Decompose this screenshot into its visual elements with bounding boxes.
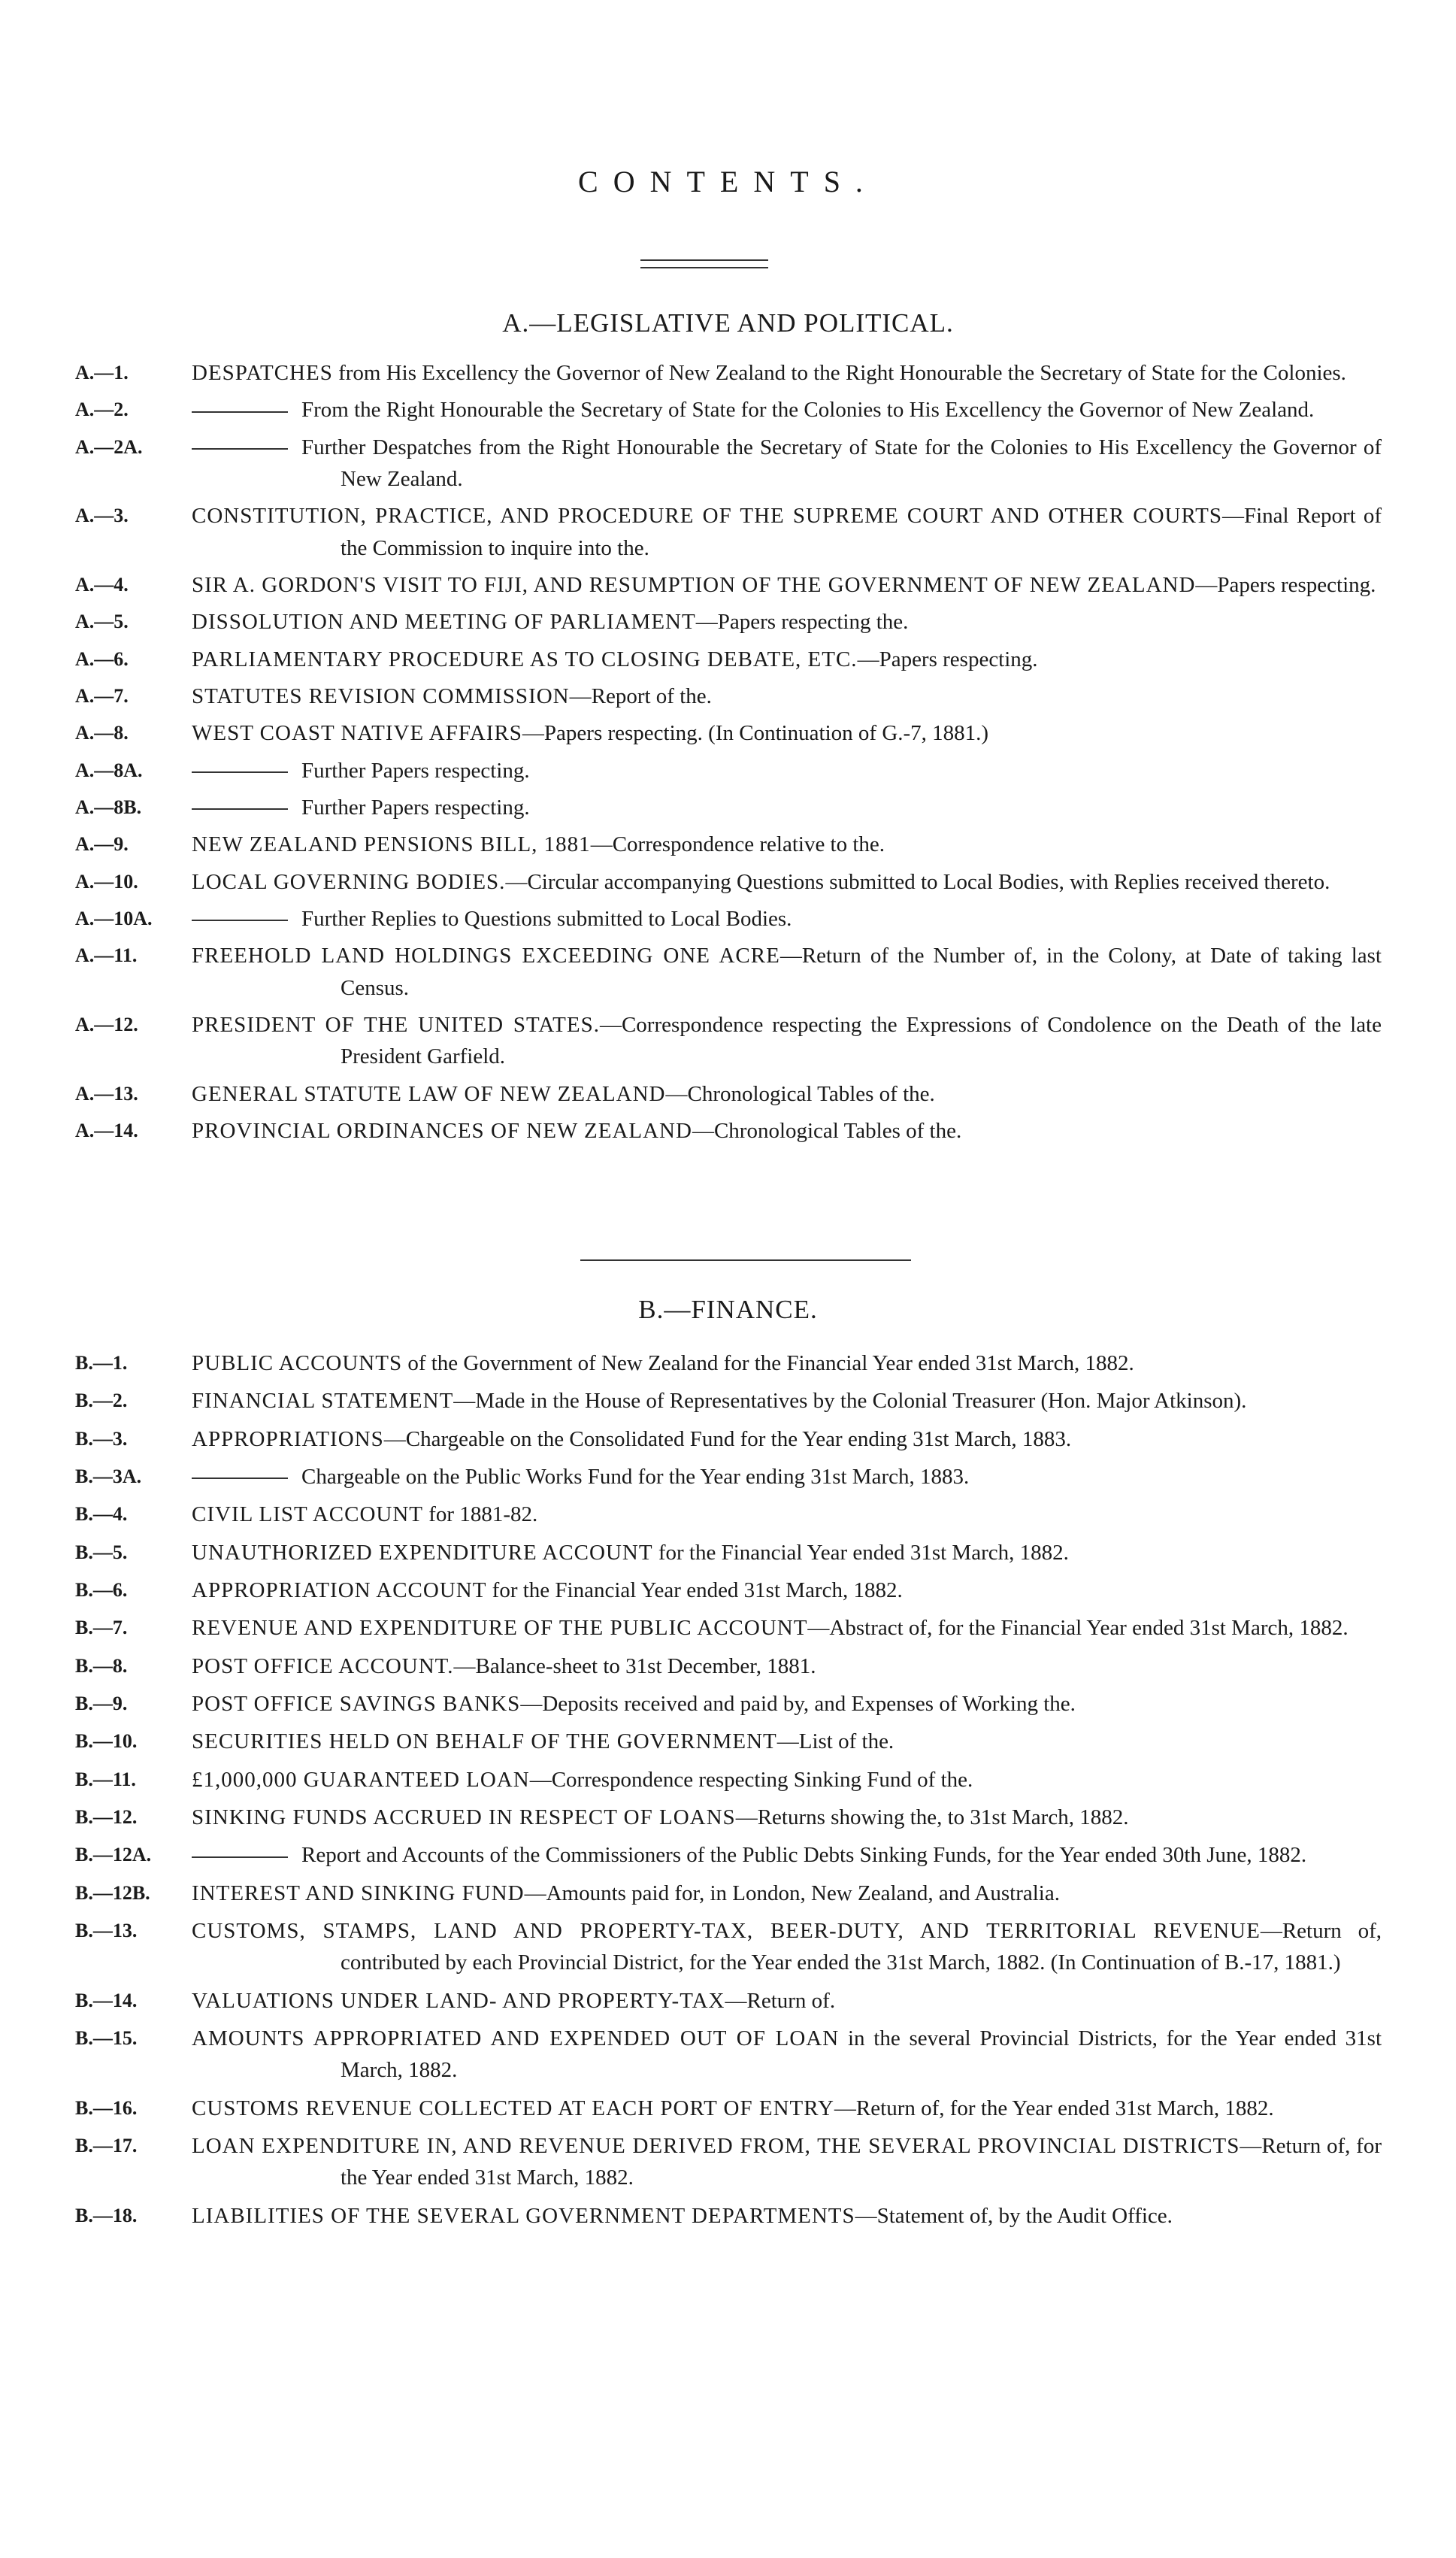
contents-entry	[0, 1985, 1456, 2017]
entry-description: —List of the.	[776, 1729, 894, 1754]
entry-code: B.—11.	[75, 1768, 136, 1790]
entry-subject: CONSTITUTION, PRACTICE, AND PROCEDURE OF THE SUPREME COURT AND OTHER COURTS	[192, 504, 1222, 529]
contents-entry	[0, 394, 1456, 426]
ditto-dash	[192, 1856, 288, 1858]
entry-code: B.—12.	[75, 1805, 138, 1828]
entry-description: Further Replies to Questions submitted to Local Bodies.	[301, 906, 792, 931]
entry-code: B.—3.	[75, 1427, 128, 1450]
entry-description: —Final Report of the Commission to inquire into the.	[341, 504, 1382, 560]
contents-entry	[0, 2200, 1456, 2232]
contents-entry	[0, 1878, 1456, 1909]
entry-subject: GENERAL STATUTE LAW OF NEW ZEALAND	[192, 1081, 666, 1106]
entry-text	[301, 432, 1382, 496]
entry-code: A.—4.	[75, 573, 129, 596]
entry-text	[192, 2130, 1382, 2194]
contents-entry	[0, 1650, 1456, 1682]
contents-entry	[0, 432, 1456, 496]
entry-subject: SIR A. GORDON'S VISIT TO FIJI, AND RESUMPTION OF THE GOVERNMENT OF NEW ZEALAND	[192, 572, 1196, 597]
entry-subject: PROVINCIAL ORDINANCES OF NEW ZEALAND	[192, 1118, 692, 1143]
contents-entry	[0, 2093, 1456, 2124]
entry-subject: POST OFFICE SAVINGS BANKS	[192, 1691, 521, 1716]
entry-description: Report and Accounts of the Commissioners of the Public Debts Sinking Funds, for the Year ended 30th June, 1882.	[301, 1843, 1307, 1868]
entry-text	[192, 1499, 1382, 1530]
entry-subject: PUBLIC ACCOUNTS	[192, 1351, 403, 1375]
contents-entry	[0, 903, 1456, 935]
ditto-dash	[192, 1478, 288, 1479]
entry-subject: POST OFFICE ACCOUNT.	[192, 1653, 454, 1678]
entry-code: A.—11.	[75, 944, 138, 967]
entry-subject: AMOUNTS APPROPRIATED AND EXPENDED OUT OF LOAN	[192, 2026, 840, 2050]
entry-text	[301, 792, 1382, 823]
entry-text	[192, 717, 1382, 749]
entry-code: B.—16.	[75, 2096, 138, 2119]
entry-code: B.—12B.	[75, 1881, 150, 1904]
contents-entry	[0, 2130, 1456, 2194]
contents-entry	[0, 1537, 1456, 1568]
entry-code: A.—8B.	[75, 796, 142, 818]
contents-entry	[0, 1423, 1456, 1455]
contents-entry	[0, 680, 1456, 712]
entry-description: from His Excellency the Governor of New Zealand to the Right Honourable the Secretary of State for the Colonies.	[332, 361, 1346, 385]
entry-subject: £1,000,000 GUARANTEED LOAN	[192, 1767, 530, 1792]
entry-text	[192, 500, 1382, 564]
entry-description: —Chronological Tables of the.	[665, 1081, 935, 1106]
entry-subject: REVENUE AND EXPENDITURE OF THE PUBLIC ACCOUNT	[192, 1616, 808, 1641]
entry-text	[192, 866, 1382, 898]
entry-description: —Abstract of, for the Financial Year ended 31st March, 1882.	[807, 1616, 1349, 1641]
section-b-entries	[0, 1347, 1456, 2238]
entry-code: B.—1.	[75, 1352, 128, 1374]
contents-entry	[0, 1802, 1456, 1833]
entry-description: —Return of, contributed by each Provincial District, for the Year ended the 31st March, 1882. (In Continuation of B.-17, 1881.)	[341, 1918, 1382, 1975]
contents-entry	[0, 1115, 1456, 1147]
entry-code: B.—13.	[75, 1919, 138, 1941]
entry-text	[301, 755, 1382, 786]
entry-text	[301, 1461, 1382, 1493]
entry-code: A.—10A.	[75, 907, 153, 929]
contents-entry	[0, 940, 1456, 1004]
entry-description: for 1881-82.	[423, 1502, 538, 1527]
entry-code: B.—7.	[75, 1617, 128, 1639]
entry-description: —Returns showing the, to 31st March, 1882.	[735, 1805, 1129, 1829]
entry-subject: PRESIDENT OF THE UNITED STATES.	[192, 1012, 600, 1037]
entry-text	[192, 606, 1382, 638]
entry-subject: LOCAL GOVERNING BODIES.	[192, 869, 506, 894]
contents-entry	[0, 1347, 1456, 1379]
contents-entry	[0, 1839, 1456, 1871]
entry-description: —Papers respecting.	[1195, 572, 1376, 597]
entry-description: —Papers respecting. (In Continuation of G.-7, 1881.)	[522, 721, 989, 746]
entry-subject: CUSTOMS REVENUE COLLECTED AT EACH PORT OF ENTRY	[192, 2096, 834, 2120]
entry-description: —Chargeable on the Consolidated Fund for the Year ending 31st March, 1883.	[383, 1426, 1072, 1451]
entry-description: —Report of the.	[569, 683, 712, 708]
ditto-dash	[192, 448, 288, 450]
contents-entry	[0, 606, 1456, 638]
entry-description: for the Financial Year ended 31st March, 1882.	[486, 1578, 903, 1602]
entry-code: A.—3.	[75, 505, 129, 527]
contents-entry	[0, 569, 1456, 601]
contents-entry	[0, 1385, 1456, 1417]
entry-description: —Balance-sheet to 31st December, 1881.	[453, 1653, 816, 1678]
entry-code: A.—6.	[75, 647, 129, 670]
entry-description: —Return of the Number of, in the Colony, at Date of taking last Census.	[341, 944, 1382, 1000]
entry-subject: NEW ZEALAND PENSIONS BILL, 1881	[192, 832, 591, 857]
entry-subject: INTEREST AND SINKING FUND	[192, 1881, 525, 1905]
entry-text	[192, 1009, 1382, 1073]
contents-entry	[0, 1575, 1456, 1606]
entry-text	[192, 2200, 1382, 2232]
entry-subject: WEST COAST NATIVE AFFAIRS	[192, 721, 522, 746]
entry-subject: DISSOLUTION AND MEETING OF PARLIAMENT	[192, 610, 696, 635]
entry-description: —Return of, for the Year ended 31st March, 1882.	[341, 2133, 1382, 2190]
entry-code: A.—1.	[75, 362, 129, 383]
entry-code: B.—12A.	[75, 1844, 152, 1866]
entry-description: —Papers respecting.	[857, 647, 1038, 671]
entry-text	[301, 903, 1382, 935]
entry-text	[192, 2093, 1382, 2124]
entry-text	[192, 2023, 1382, 2087]
entry-code: B.—15.	[75, 2026, 138, 2049]
entry-text	[192, 940, 1382, 1004]
entry-subject: PARLIAMENTARY PROCEDURE AS TO CLOSING DEBATE, ETC.	[192, 647, 858, 671]
entry-text	[192, 1650, 1382, 1682]
entry-code: B.—2.	[75, 1390, 128, 1412]
entry-description: —Amounts paid for, in London, New Zealand, and Australia.	[524, 1881, 1060, 1905]
entry-code: B.—17.	[75, 2134, 138, 2156]
contents-entry	[0, 829, 1456, 860]
entry-subject: LOAN EXPENDITURE IN, AND REVENUE DERIVED FROM, THE SEVERAL PROVINCIAL DISTRICTS	[192, 2133, 1240, 2158]
section-heading-a: A.—LEGISLATIVE AND POLITICAL.	[502, 308, 954, 338]
contents-entry	[0, 1915, 1456, 1979]
title-double-rule	[640, 259, 768, 268]
entry-subject: APPROPRIATIONS	[192, 1426, 384, 1451]
contents-entry	[0, 1078, 1456, 1110]
entry-text	[192, 569, 1382, 601]
entry-text	[192, 1688, 1382, 1720]
contents-entry	[0, 1461, 1456, 1493]
entry-code: B.—9.	[75, 1692, 128, 1714]
ditto-dash	[192, 920, 288, 921]
ditto-dash	[192, 411, 288, 413]
entry-subject: CIVIL LIST ACCOUNT	[192, 1502, 423, 1527]
entry-code: B.—18.	[75, 2204, 138, 2226]
entry-subject: DESPATCHES	[192, 361, 333, 385]
entry-subject: SECURITIES HELD ON BEHALF OF THE GOVERNMENT	[192, 1729, 777, 1754]
contents-entry	[0, 1764, 1456, 1796]
entry-description: From the Right Honourable the Secretary of State for the Colonies to His Excellency the Governor of New Zealand.	[301, 398, 1315, 423]
entry-text	[192, 1802, 1382, 1833]
entry-description: for the Financial Year ended 31st March, 1882.	[652, 1540, 1069, 1565]
entry-subject: VALUATIONS UNDER LAND- AND PROPERTY-TAX	[192, 1988, 725, 2013]
entry-subject: SINKING FUNDS ACCRUED IN RESPECT OF LOANS	[192, 1805, 736, 1829]
entry-description: —Circular accompanying Questions submitted to Local Bodies, with Replies received thereto.	[505, 869, 1330, 894]
entry-code: A.—8A.	[75, 759, 143, 781]
entry-text	[192, 1385, 1382, 1417]
entry-text	[192, 1537, 1382, 1568]
entry-text	[301, 394, 1382, 426]
entry-code: A.—12.	[75, 1013, 138, 1035]
entry-description: —Papers respecting the.	[695, 610, 909, 635]
section-divider-rule	[580, 1259, 911, 1261]
contents-entry	[0, 1499, 1456, 1530]
contents-entry	[0, 755, 1456, 786]
entry-text	[192, 1726, 1382, 1757]
entry-code: B.—8.	[75, 1654, 128, 1677]
entry-text	[192, 1764, 1382, 1796]
entry-subject: STATUTES REVISION COMMISSION	[192, 683, 570, 708]
entry-subject: FINANCIAL STATEMENT	[192, 1389, 454, 1414]
ditto-dash	[192, 808, 288, 810]
entry-code: B.—6.	[75, 1578, 128, 1601]
entry-description: —Statement of, by the Audit Office.	[855, 2203, 1173, 2228]
entry-code: B.—4.	[75, 1503, 128, 1526]
entry-description: —Deposits received and paid by, and Expenses of Working the.	[520, 1691, 1076, 1716]
entry-text	[192, 1612, 1382, 1644]
entry-subject: APPROPRIATION ACCOUNT	[192, 1578, 487, 1602]
entry-description: —Correspondence respecting the Expressions of Condolence on the Death of the late President Garfield.	[341, 1012, 1382, 1069]
entry-code: A.—9.	[75, 833, 129, 856]
entry-text	[192, 680, 1382, 712]
entry-description: —Made in the House of Representatives by the Colonial Treasurer (Hon. Major Atkinson).	[453, 1389, 1247, 1414]
entry-text	[192, 1985, 1382, 2017]
entry-text	[192, 1878, 1382, 1909]
entry-text	[192, 1915, 1382, 1979]
entry-subject: UNAUTHORIZED EXPENDITURE ACCOUNT	[192, 1540, 653, 1565]
entry-text	[192, 357, 1382, 389]
entry-text	[192, 644, 1382, 675]
page-title: CONTENTS.	[578, 165, 878, 199]
entry-code: B.—3A.	[75, 1465, 142, 1487]
entry-subject: LIABILITIES OF THE SEVERAL GOVERNMENT DEPARTMENTS	[192, 2203, 855, 2228]
contents-entry	[0, 866, 1456, 898]
entry-code: A.—8.	[75, 722, 129, 744]
contents-entry	[0, 1726, 1456, 1757]
entry-code: B.—10.	[75, 1730, 138, 1753]
contents-entry	[0, 644, 1456, 675]
entry-subject: CUSTOMS, STAMPS, LAND AND PROPERTY-TAX, BEER-DUTY, AND TERRITORIAL REVENUE	[192, 1918, 1261, 1943]
entry-description: Further Despatches from the Right Honourable the Secretary of State for the Colonies to His Excellency the Governor of New Zealand.	[301, 435, 1382, 491]
contents-entry	[0, 1009, 1456, 1073]
entry-description: —Return of.	[725, 1988, 836, 2013]
entry-code: A.—7.	[75, 684, 129, 707]
contents-entry	[0, 792, 1456, 823]
entry-code: A.—10.	[75, 870, 138, 893]
entry-text	[192, 1575, 1382, 1606]
entry-code: A.—13.	[75, 1082, 138, 1105]
section-a-entries	[0, 357, 1456, 1152]
entry-description: Further Papers respecting.	[301, 758, 530, 783]
entry-description: —Correspondence relative to the.	[590, 832, 885, 857]
contents-entry	[0, 717, 1456, 749]
entry-code: A.—14.	[75, 1119, 138, 1141]
entry-description: in the several Provincial Districts, for the Year ended 31st March, 1882.	[341, 2026, 1382, 2083]
entry-description: —Chronological Tables of the.	[692, 1118, 962, 1143]
entry-description: Chargeable on the Public Works Fund for the Year ending 31st March, 1883.	[301, 1464, 970, 1489]
entry-text	[192, 829, 1382, 860]
entry-description: —Correspondence respecting Sinking Fund of the.	[529, 1767, 973, 1792]
entry-text	[301, 1839, 1382, 1871]
ditto-dash	[192, 771, 288, 773]
entry-text	[192, 1347, 1382, 1379]
entry-description: of the Government of New Zealand for the Financial Year ended 31st March, 1882.	[402, 1351, 1134, 1375]
entry-text	[192, 1423, 1382, 1455]
contents-entry	[0, 500, 1456, 564]
entry-code: B.—14.	[75, 1989, 138, 2011]
contents-entry	[0, 1688, 1456, 1720]
contents-entry	[0, 1612, 1456, 1644]
contents-entry	[0, 357, 1456, 389]
entry-code: B.—5.	[75, 1541, 128, 1563]
entry-subject: FREEHOLD LAND HOLDINGS EXCEEDING ONE ACRE	[192, 944, 780, 968]
entry-code: A.—2.	[75, 399, 129, 421]
contents-entry	[0, 2023, 1456, 2087]
entry-text	[192, 1115, 1382, 1147]
entry-description: —Return of, for the Year ended 31st March, 1882.	[834, 2096, 1274, 2120]
entry-code: A.—5.	[75, 611, 129, 633]
entry-description: Further Papers respecting.	[301, 795, 530, 820]
section-heading-b: B.—FINANCE.	[638, 1295, 818, 1324]
entry-code: A.—2A.	[75, 435, 143, 458]
entry-text	[192, 1078, 1382, 1110]
